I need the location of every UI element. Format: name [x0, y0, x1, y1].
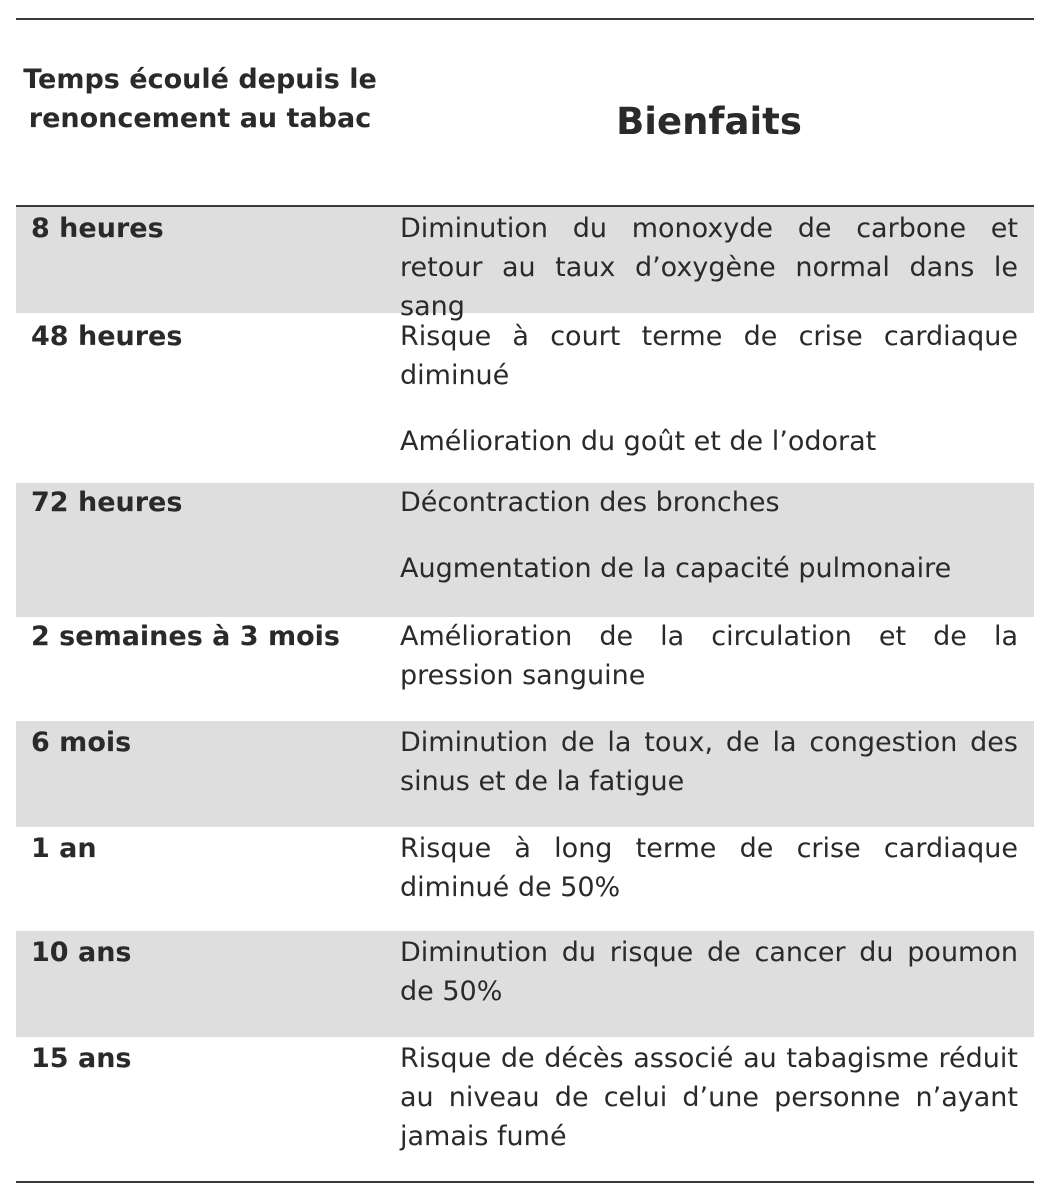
row-time: 6 mois [31, 727, 132, 758]
row-time: 8 heures [31, 213, 164, 244]
table-header [16, 20, 1034, 207]
row-benefits [400, 317, 1018, 461]
table-bottom-rule [16, 1181, 1034, 1183]
row-benefits [400, 829, 1018, 907]
benefit-text: Diminution du monoxyde de carbone et retour au taux d’oxygène normal dans le sang [400, 213, 1018, 322]
table-row [16, 721, 1034, 827]
header-benefits-label: Bienfaits [616, 100, 802, 143]
benefit-text: Risque de décès associé au tabagisme réduit au niveau de celui d’une personne n’ayant jamais fumé [400, 1043, 1018, 1152]
header-time-label: Temps écoulé depuis le renoncement au tabac [23, 64, 377, 134]
table-row [16, 1037, 1034, 1177]
row-benefits [400, 723, 1018, 801]
table-row [16, 931, 1034, 1037]
benefit-text: Augmentation de la capacité pulmonaire [400, 553, 952, 584]
row-benefits [400, 617, 1018, 695]
row-time: 10 ans [31, 937, 132, 968]
benefit-text: Diminution de la toux, de la congestion des sinus et de la fatigue [400, 727, 1018, 797]
row-time: 72 heures [31, 487, 183, 518]
table-row [16, 313, 1034, 483]
row-benefits [400, 1039, 1018, 1156]
row-benefits [400, 933, 1018, 1011]
benefits-table [16, 18, 1034, 1177]
row-time: 2 semaines à 3 mois [31, 621, 340, 652]
table-row [16, 207, 1034, 322]
row-time: 48 heures [31, 321, 183, 352]
benefit-text: Amélioration de la circulation et de la pression sanguine [400, 621, 1018, 691]
row-time: 1 an [31, 833, 97, 864]
benefit-text: Diminution du risque de cancer du poumon de 50% [400, 937, 1018, 1007]
benefit-text: Décontraction des bronches [400, 487, 780, 518]
table-row [16, 483, 1034, 617]
row-time: 15 ans [31, 1043, 132, 1074]
benefit-text: Risque à long terme de crise cardiaque diminué de 50% [400, 833, 1018, 903]
table-row [16, 617, 1034, 721]
table-row [16, 827, 1034, 931]
row-benefits [400, 209, 1018, 326]
benefit-text: Amélioration du goût et de l’odorat [400, 426, 877, 457]
row-benefits [400, 483, 1018, 588]
benefit-text: Risque à court terme de crise cardiaque diminué [400, 321, 1018, 391]
